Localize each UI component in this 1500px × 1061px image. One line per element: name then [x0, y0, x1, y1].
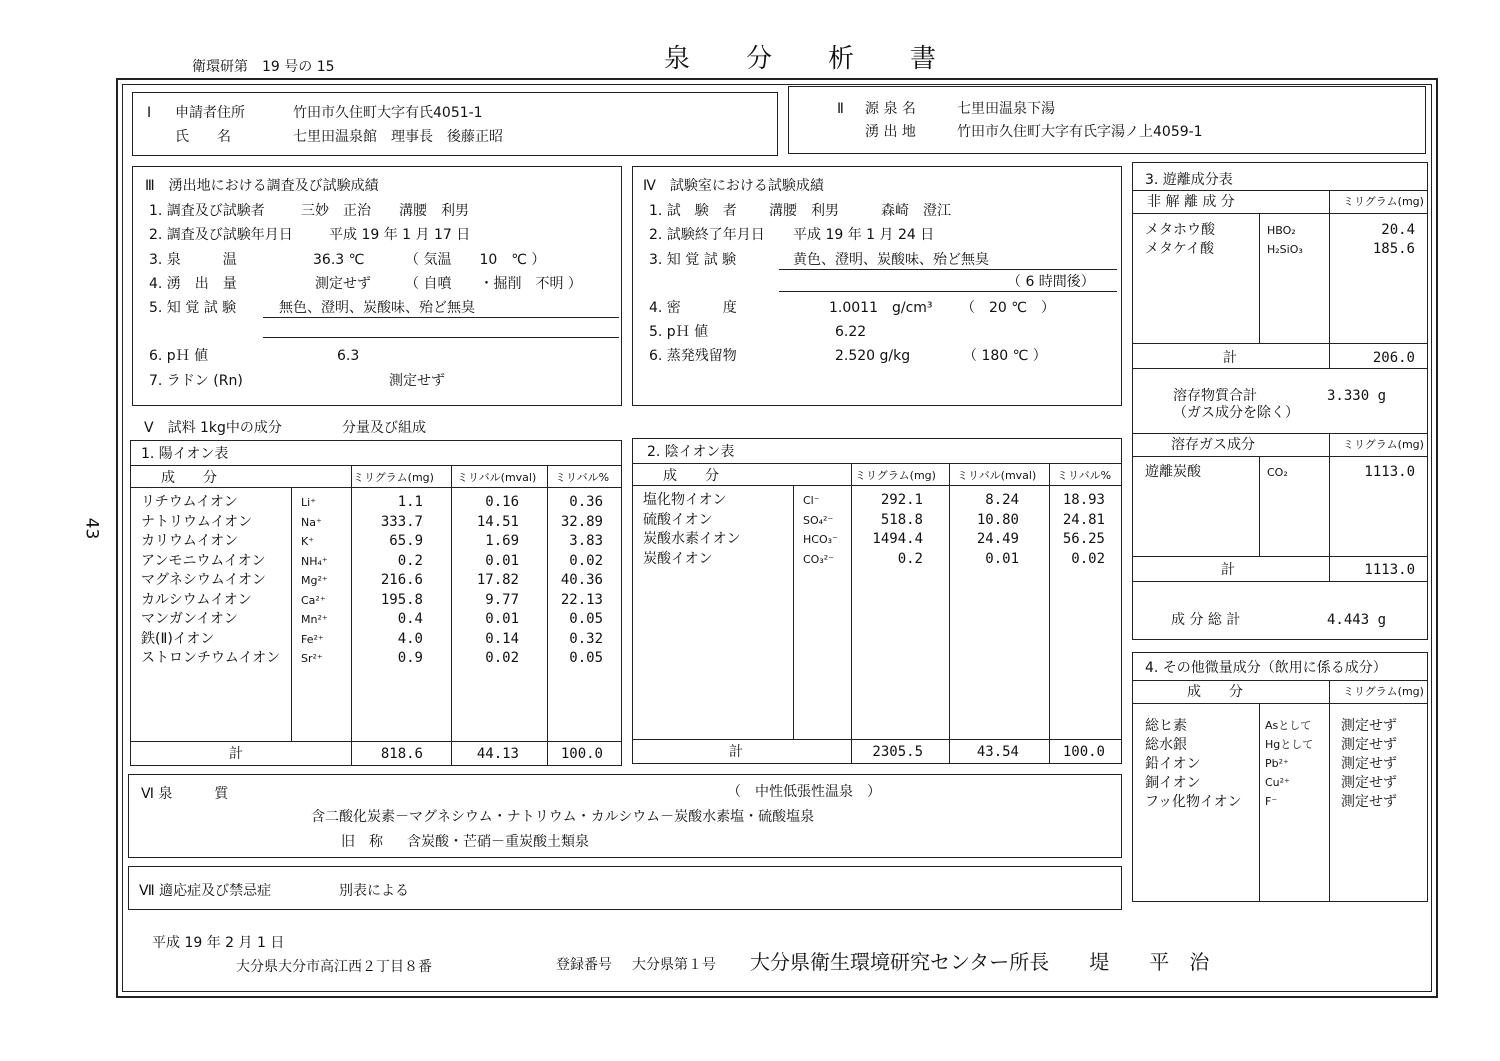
nd-name: メタホウ酸 — [1145, 222, 1215, 238]
table-row — [131, 495, 621, 514]
cation-name: ナトリウムイオン — [141, 513, 253, 530]
cation-pct: 0.05 — [569, 611, 603, 627]
table-row — [131, 612, 621, 631]
source-roman: Ⅱ — [837, 101, 844, 117]
issuer-name: 大分県衛生環境研究センター所長 堤 平 治 — [750, 950, 1210, 974]
anion-pct: 56.25 — [1062, 531, 1105, 547]
table-row — [633, 493, 1121, 512]
lab-i5-value: 6.22 — [835, 324, 867, 340]
cation-pct: 3.83 — [569, 533, 603, 549]
anion-mval: 24.49 — [976, 531, 1019, 547]
trace-formula: Hgとして — [1265, 738, 1314, 751]
cation-formula: Fe²⁺ — [301, 632, 324, 646]
anion-total-mval: 43.54 — [976, 744, 1019, 760]
table-row — [1133, 795, 1427, 814]
trace-mg: 測定せず — [1341, 737, 1397, 753]
cation-name: マグネシウムイオン — [141, 572, 267, 588]
spring-quality-class: （ 中性低張性温泉 ） — [727, 784, 881, 800]
solute-label: 溶存物質合計 — [1173, 388, 1257, 404]
cation-pct: 0.36 — [569, 494, 603, 510]
cation-pct: 32.89 — [560, 513, 603, 530]
lab-i3-underline-2 — [779, 291, 1117, 292]
nd-mg: 185.6 — [1372, 241, 1415, 257]
anion-col-pct: ミリバル% — [1057, 469, 1112, 482]
document-title: 泉分析書 — [664, 44, 993, 74]
anion-formula: CO₃²⁻ — [803, 552, 834, 566]
field-survey-box — [132, 166, 622, 406]
indications-title: Ⅶ 適応症及び禁忌症 — [139, 883, 272, 899]
lab-i4-temp: （ 20 ℃ ） — [961, 300, 1055, 316]
trace-mg: 測定せず — [1341, 756, 1397, 772]
anion-mval: 0.01 — [985, 550, 1019, 567]
anion-rule-1 — [633, 463, 1121, 464]
solute-value: 3.330 g — [1327, 388, 1387, 404]
cation-mval: 0.01 — [485, 611, 519, 627]
cation-formula: Li⁺ — [301, 496, 316, 509]
cation-col-pct: ミリバル% — [555, 471, 610, 484]
cation-formula: Na⁺ — [301, 515, 322, 529]
table-row — [1133, 719, 1427, 738]
cation-pct: 0.32 — [569, 630, 603, 647]
trace-name: 鉛イオン — [1145, 756, 1201, 772]
table-row — [1133, 738, 1427, 757]
cation-pct: 22.13 — [560, 591, 603, 608]
non-dissociated-col-mg: ミリグラム(mg) — [1343, 195, 1424, 208]
trace-name: フッ化物イオン — [1145, 794, 1242, 810]
anion-rule-2 — [633, 485, 1121, 486]
field-i1-value: 三妙 正治 溝腰 利男 — [301, 203, 469, 219]
cation-col-component: 成 分 — [161, 470, 217, 486]
nd-total-mg: 206.0 — [1372, 350, 1415, 366]
gas-rule-2 — [1133, 456, 1427, 457]
trace-formula: Asとして — [1265, 719, 1312, 732]
trace-formula: Cu²⁺ — [1265, 776, 1290, 789]
anion-pct: 18.93 — [1062, 492, 1105, 508]
anion-table — [632, 438, 1122, 764]
field-i2-label: 2. 調査及び試験年月日 — [149, 227, 293, 243]
table-row — [131, 651, 621, 670]
gas-mg: 1113.0 — [1364, 464, 1415, 480]
anion-total-mg: 2305.5 — [872, 744, 923, 760]
trace-box — [1132, 652, 1428, 902]
applicant-name-label: 氏 名 — [175, 129, 231, 145]
source-name-label: 源 泉 名 — [865, 101, 916, 117]
lab-i1-label: 1. 試 験 者 — [649, 203, 737, 219]
table-row — [633, 552, 1121, 571]
field-i5-label: 5. 知 覚 試 験 — [149, 300, 237, 316]
cation-mg: 0.2 — [397, 552, 423, 569]
free-rule-total — [1133, 343, 1427, 344]
cation-mval: 0.14 — [485, 630, 519, 647]
field-i1-label: 1. 調査及び試験者 — [149, 203, 265, 219]
trace-formula: Pb²⁺ — [1265, 757, 1289, 770]
field-i3-label: 3. 泉 温 — [149, 252, 237, 268]
table-row — [131, 573, 621, 592]
cation-mval: 0.02 — [485, 650, 519, 666]
gas-col-mg: ミリグラム(mg) — [1343, 438, 1424, 451]
source-location-label: 湧 出 地 — [865, 124, 916, 140]
free-vrule-2 — [1329, 190, 1330, 368]
cation-mg: 333.7 — [380, 513, 423, 530]
table-row — [1133, 242, 1427, 261]
cation-formula: Sr²⁺ — [301, 652, 323, 665]
field-i4-value: 測定せず — [315, 276, 371, 292]
registration-label: 登録番号 — [556, 957, 612, 973]
cation-pct: 40.36 — [560, 572, 603, 588]
field-i5-underline — [263, 317, 619, 318]
free-rule-2 — [1133, 213, 1427, 214]
table-row — [1133, 465, 1427, 484]
applicant-address-label: 申請者住所 — [175, 105, 245, 121]
field-i6-value: 6.3 — [337, 348, 360, 364]
table-row — [131, 534, 621, 553]
table-row — [131, 632, 621, 651]
anion-col-component: 成 分 — [663, 468, 719, 484]
anion-mg: 0.2 — [897, 550, 923, 567]
page-number: 43 — [81, 517, 102, 540]
nd-mg: 20.4 — [1381, 222, 1415, 238]
anion-name: 塩化物イオン — [643, 492, 727, 508]
grand-total-value: 4.443 g — [1327, 612, 1387, 628]
applicant-address: 竹田市久住町大字有氏4051-1 — [293, 105, 483, 121]
cation-name: 鉄(Ⅱ)イオン — [141, 630, 215, 647]
cation-mg: 4.0 — [397, 630, 423, 647]
cation-name: カリウムイオン — [141, 533, 239, 549]
trace-mg: 測定せず — [1341, 794, 1397, 810]
cation-mval: 0.01 — [485, 552, 519, 569]
lab-i6-temp: （ 180 ℃ ） — [963, 348, 1047, 364]
table-row — [1133, 223, 1427, 242]
cation-pct: 0.05 — [569, 650, 603, 666]
applicant-roman: Ⅰ — [147, 105, 152, 121]
cation-total-mg: 818.6 — [380, 746, 423, 762]
trace-name: 総水銀 — [1145, 737, 1187, 753]
lab-i3-underline — [779, 269, 1117, 270]
cation-mval: 1.69 — [485, 533, 519, 549]
cation-mg: 65.9 — [389, 533, 423, 549]
field-i2-value: 平成 19 年 1 月 17 日 — [329, 227, 471, 243]
table-row — [1133, 757, 1427, 776]
cation-rule-total — [131, 741, 621, 742]
reference-number: 衛環研第 19 号の 15 — [192, 59, 335, 75]
cation-name: カルシウムイオン — [141, 591, 252, 608]
lab-i2-value: 平成 19 年 1 月 24 日 — [793, 227, 935, 243]
cation-mval: 9.77 — [485, 591, 519, 608]
field-i4-label: 4. 湧 出 量 — [149, 276, 237, 292]
cation-mval: 0.16 — [485, 494, 519, 510]
cation-name: マンガンイオン — [141, 611, 238, 627]
nd-name: メタケイ酸 — [1145, 241, 1215, 257]
trace-col-component: 成 分 — [1187, 684, 1243, 700]
trace-name: 銅イオン — [1145, 775, 1201, 791]
anion-total-label: 計 — [729, 744, 743, 760]
gas-rule-3 — [1133, 581, 1427, 582]
gas-total-label: 計 — [1221, 562, 1235, 578]
gas-rule-1 — [1133, 433, 1427, 434]
lab-i4-value: 1.0011 g/cm³ — [829, 300, 933, 316]
table-row — [131, 515, 621, 534]
spring-quality-name: 含二酸化炭素－マグネシウム・ナトリウム・カルシウム－炭酸水素塩・硫酸塩泉 — [311, 809, 815, 825]
indications-value: 別表による — [339, 883, 409, 899]
anion-formula: HCO₃⁻ — [803, 533, 838, 546]
field-i5-value: 無色、澄明、炭酸味、殆ど無臭 — [279, 300, 475, 316]
field-survey-title: Ⅲ 湧出地における調査及び試験成績 — [145, 178, 379, 194]
applicant-name: 七里田温泉館 理事長 後藤正昭 — [293, 129, 503, 145]
anion-name: 炭酸イオン — [643, 550, 713, 567]
free-rule-1 — [1133, 190, 1427, 191]
source-location: 竹田市久住町大字有氏字湯ノ上4059-1 — [957, 124, 1203, 140]
section5-subtitle: 分量及び組成 — [342, 420, 426, 436]
anion-mval: 10.80 — [976, 511, 1019, 528]
table-row — [131, 593, 621, 612]
trace-mg: 測定せず — [1341, 775, 1397, 791]
cation-total-pct: 100.0 — [560, 746, 603, 762]
table-row — [1133, 776, 1427, 795]
lab-i3-after: （ 6 時間後） — [1007, 274, 1095, 290]
anion-name: 炭酸水素イオン — [643, 531, 741, 547]
cation-mg: 0.9 — [397, 650, 423, 666]
gas-formula: CO₂ — [1267, 466, 1288, 479]
lab-i3-label: 3. 知 覚 試 験 — [649, 252, 737, 268]
lab-test-box — [632, 166, 1122, 406]
cation-mg: 1.1 — [397, 494, 423, 510]
anion-formula: Cl⁻ — [803, 494, 820, 507]
non-dissociated-title: 3. 遊離成分表 — [1145, 172, 1233, 188]
trace-rule-2 — [1133, 703, 1427, 704]
issue-date: 平成 19 年 2 月 1 日 — [152, 935, 285, 951]
anion-rule-total — [633, 739, 1121, 740]
source-name: 七里田温泉下湯 — [957, 101, 1055, 117]
cation-mval: 17.82 — [476, 572, 519, 588]
indications-box — [128, 866, 1122, 910]
cation-table — [130, 440, 622, 766]
table-row — [633, 513, 1121, 532]
field-i7-value: 測定せず — [389, 373, 445, 389]
anion-pct: 0.02 — [1071, 550, 1105, 567]
field-i3-value: 36.3 ℃ — [313, 252, 365, 268]
cation-mg: 195.8 — [380, 591, 423, 608]
source-box — [788, 86, 1426, 154]
field-i5-underline-2 — [263, 337, 619, 338]
anion-mg: 292.1 — [880, 492, 923, 508]
lab-i2-label: 2. 試験終了年月日 — [649, 227, 765, 243]
trace-rule-1 — [1133, 680, 1427, 681]
field-i6-label: 6. pＨ 値 — [149, 348, 209, 364]
field-i3-air: （ 気温 10 ℃ ） — [405, 252, 546, 268]
lab-i3-value: 黄色、澄明、炭酸味、殆ど無臭 — [793, 252, 989, 268]
cation-name: リチウムイオン — [141, 494, 238, 510]
cation-mval: 14.51 — [476, 513, 519, 530]
gas-total-mg: 1113.0 — [1364, 562, 1415, 578]
nd-total-label: 計 — [1223, 350, 1237, 366]
solute-note: （ガス成分を除く） — [1173, 405, 1299, 421]
free-rule-3 — [1133, 368, 1427, 369]
trace-formula: F⁻ — [1265, 795, 1278, 808]
cation-table-title: 1. 陽イオン表 — [141, 446, 229, 462]
section5-title: Ⅴ 試料 1kg中の成分 — [144, 420, 282, 436]
trace-name: 総ヒ素 — [1145, 718, 1187, 734]
non-dissociated-col-component: 非 解 離 成 分 — [1147, 194, 1235, 210]
cation-name: ストロンチウムイオン — [141, 650, 281, 666]
cation-total-label: 計 — [229, 746, 243, 762]
anion-table-title: 2. 陰イオン表 — [647, 444, 735, 460]
gas-name: 遊離炭酸 — [1145, 464, 1201, 480]
spring-quality-title: Ⅵ 泉 質 — [141, 786, 229, 802]
cation-pct: 0.02 — [569, 552, 603, 569]
applicant-box — [132, 92, 778, 156]
lab-i1-value: 溝腰 利男 森崎 澄江 — [769, 203, 951, 219]
trace-col-mg: ミリグラム(mg) — [1343, 685, 1424, 698]
table-row — [131, 554, 621, 573]
field-i4-type: （ 自噴 ・掘削 不明 ） — [405, 276, 582, 292]
anion-mg: 518.8 — [880, 511, 923, 528]
spring-quality-box — [128, 774, 1122, 858]
spring-quality-old-label: 旧 称 — [341, 834, 383, 850]
anion-formula: SO₄²⁻ — [803, 513, 834, 527]
cation-col-mval: ミリバル(mval) — [457, 471, 537, 484]
grand-total-label: 成 分 総 計 — [1171, 612, 1241, 628]
field-i7-label: 7. ラドン (Rn) — [149, 373, 243, 389]
anion-col-mg: ミリグラム(mg) — [855, 469, 936, 482]
anion-mg: 1494.4 — [872, 531, 923, 547]
cation-name: アンモニウムイオン — [141, 552, 266, 569]
anion-total-pct: 100.0 — [1062, 744, 1105, 760]
nd-formula: H₂SiO₃ — [1267, 243, 1303, 256]
free-components-box — [1132, 162, 1428, 640]
cation-formula: NH₄⁺ — [301, 554, 328, 568]
cation-mg: 0.4 — [397, 611, 423, 627]
anion-name: 硫酸イオン — [643, 511, 713, 528]
anion-col-mval: ミリバル(mval) — [957, 469, 1037, 482]
cation-col-mg: ミリグラム(mg) — [353, 471, 434, 484]
anion-mval: 8.24 — [985, 492, 1019, 508]
gas-rule-total — [1133, 556, 1427, 557]
cation-total-mval: 44.13 — [476, 746, 519, 762]
spring-quality-old-name: 含炭酸・芒硝－重炭酸土類泉 — [407, 834, 589, 850]
lab-i4-label: 4. 密 度 — [649, 300, 737, 316]
lab-i5-label: 5. pＨ 値 — [649, 324, 709, 340]
lab-i6-value: 2.520 g/kg — [835, 348, 911, 364]
gas-vrule-2 — [1329, 433, 1330, 581]
cation-formula: Ca²⁺ — [301, 593, 326, 607]
nd-formula: HBO₂ — [1267, 224, 1296, 237]
cation-formula: Mn²⁺ — [301, 613, 328, 626]
table-row — [633, 532, 1121, 551]
trace-mg: 測定せず — [1341, 718, 1397, 734]
cation-formula: K⁺ — [301, 535, 315, 548]
registration-number: 大分県第１号 — [632, 957, 716, 973]
cation-mg: 216.6 — [380, 572, 423, 588]
cation-formula: Mg²⁺ — [301, 574, 328, 587]
issuer-address: 大分県大分市高江西２丁目８番 — [236, 959, 432, 975]
trace-title: 4. その他微量成分（飲用に係る成分） — [1145, 660, 1387, 676]
lab-test-title: Ⅳ 試験室における試験成績 — [643, 178, 824, 194]
anion-pct: 24.81 — [1062, 511, 1105, 528]
gas-col-component: 溶存ガス成分 — [1171, 437, 1255, 453]
lab-i6-label: 6. 蒸発残留物 — [649, 348, 737, 364]
